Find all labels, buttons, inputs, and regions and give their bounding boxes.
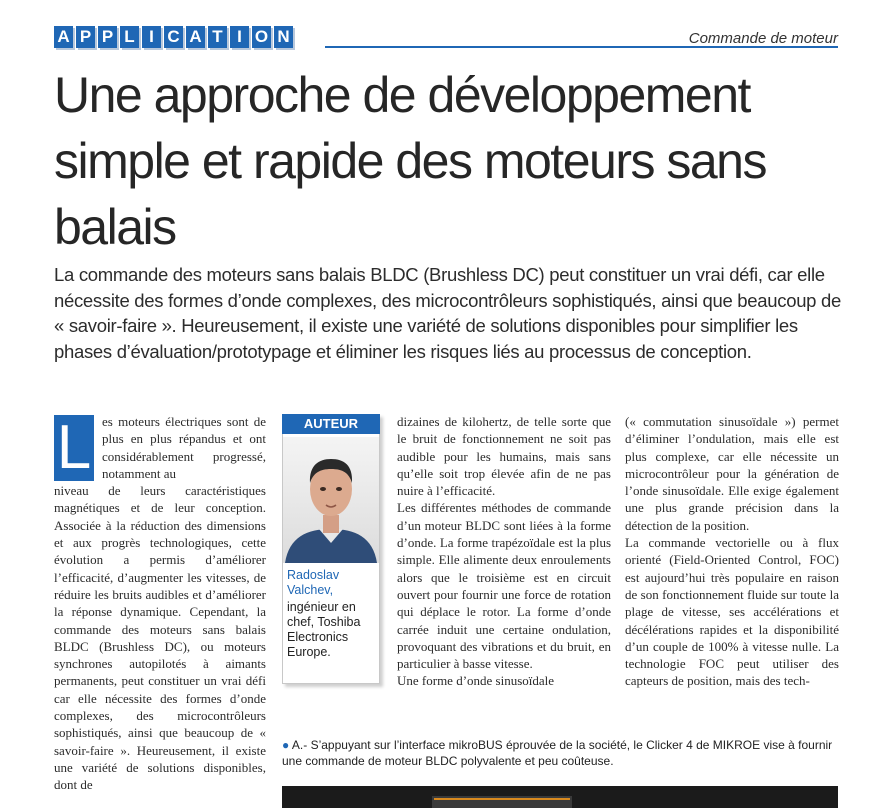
article-lead: La commande des moteurs sans balais BLDC (Brushless DC) peut constituer un vrai défi, car elle nécessite des formes d’onde complexes, des microcontrôleurs sophistiqués, ainsi que beaucoup de « savoir-faire ». Heureusement, il existe une variété de solutions disponibles pour simplifier les phases d’évaluation/prototypage et éliminer les risques liés au processus de conception. bbox=[54, 264, 841, 362]
portrait-image bbox=[283, 437, 379, 563]
rubric-letter: N bbox=[274, 26, 293, 48]
body-paragraph: dizaines de kilohertz, de telle sorte que le bruit de fonctionnement ne soit pas audible pour les humains, mais sans qu’elle soit trop élevée afin de ne pas nuire à l’efficacité. bbox=[397, 414, 611, 499]
rubric-letter: L bbox=[120, 26, 139, 48]
figure-caption bbox=[282, 738, 842, 769]
rubric-letter: P bbox=[98, 26, 117, 48]
rubric-letter: P bbox=[76, 26, 95, 48]
body-column-4 bbox=[625, 413, 839, 690]
body-paragraph: es moteurs électriques sont de plus en plus répandus et ont considérablement progressé, notamment au bbox=[102, 414, 266, 481]
rubric-letter: A bbox=[186, 26, 205, 48]
body-paragraph: (« commutation sinusoïdale ») permet d’éliminer l’ondulation, mais elle est plus complexe, car elle nécessite un microcontrôleur pour la génération de l’onde sinusoïdale. Elle exige également une plus grande précision dans la détection de la position. bbox=[625, 414, 839, 533]
author-box bbox=[282, 414, 380, 684]
body-column-3 bbox=[397, 413, 611, 690]
body-paragraph: Une forme d’onde sinusoïdale bbox=[397, 673, 555, 689]
rubric-letter: O bbox=[252, 26, 271, 48]
author-role: ingénieur en chef, Toshiba Electronics Europe. bbox=[287, 600, 361, 659]
body-column-1 bbox=[54, 413, 266, 794]
rubric-letter: I bbox=[142, 26, 161, 48]
rubric-letter: I bbox=[230, 26, 249, 48]
body-paragraph: niveau de leurs caractéristiques magnétiques et de leur conception. Associée à la réduction des dimensions et aux progrès technologiques, cette évolution a permis d’améliorer l’efficacité, d’augmenter les vitesses, de réduire les bruits audibles et d’améliorer la réponse dynamique. Cependant, la commande des moteurs sans balais BLDC (Brushless DC), ou moteurs synchrones autopilotés à aimants permanents, peut constituer un vrai défi car elle nécessite des formes d’onde complexes, des microcontrôleurs sophistiqués, ainsi que beaucoup de « savoir-faire ». Heureusement, il existe une variété de solutions disponibles, dont de bbox=[54, 483, 266, 793]
article-headline: Une approche de développement simple et rapide des moteurs sans balais bbox=[54, 67, 766, 255]
rubric-letter: A bbox=[54, 26, 73, 48]
body-paragraph: Les différentes méthodes de commande d’un moteur BLDC sont liées à la forme d’onde. La forme trapézoïdale est la plus simple. Elle alimente deux enroulements alors que le troisième est en circuit ouvert pour fournir une force de rotation qui déplace le rotor. La forme d’onde carrée induit une certaine ondulation, provoquant des vibrations et du bruit, en particulier à basse vitesse. bbox=[397, 500, 611, 672]
section-label: Commande de moteur bbox=[688, 30, 838, 47]
drop-cap: L bbox=[54, 415, 94, 481]
rubric-letter: C bbox=[164, 26, 183, 48]
product-image bbox=[282, 786, 838, 808]
author-photo bbox=[283, 437, 379, 563]
rubric-banner bbox=[54, 26, 293, 48]
rubric-letter: T bbox=[208, 26, 227, 48]
product-photo bbox=[282, 786, 838, 808]
body-paragraph: La commande vectorielle ou à flux orienté (Field-Oriented Control, FOC) est aujourd’hui très populaire en raison de son fonctionnement fluide sur toute la plage de vitesse, ses accélérations et décélérations rapides et la disponibilité d’un couple de 100% à vitesse nulle. La technologie FOC peut utiliser des capteurs de position, mais des tech- bbox=[625, 535, 839, 689]
caption-bullet-icon: ● bbox=[282, 738, 290, 752]
author-tab: AUTEUR bbox=[282, 414, 380, 434]
author-name: Radoslav Valchev, bbox=[287, 568, 340, 597]
caption-text: A.- S’appuyant sur l’interface mikroBUS éprouvée de la société, le Clicker 4 de MIKROE vise à fournir une commande de moteur BLDC polyvalente et peu coûteuse. bbox=[282, 738, 833, 768]
